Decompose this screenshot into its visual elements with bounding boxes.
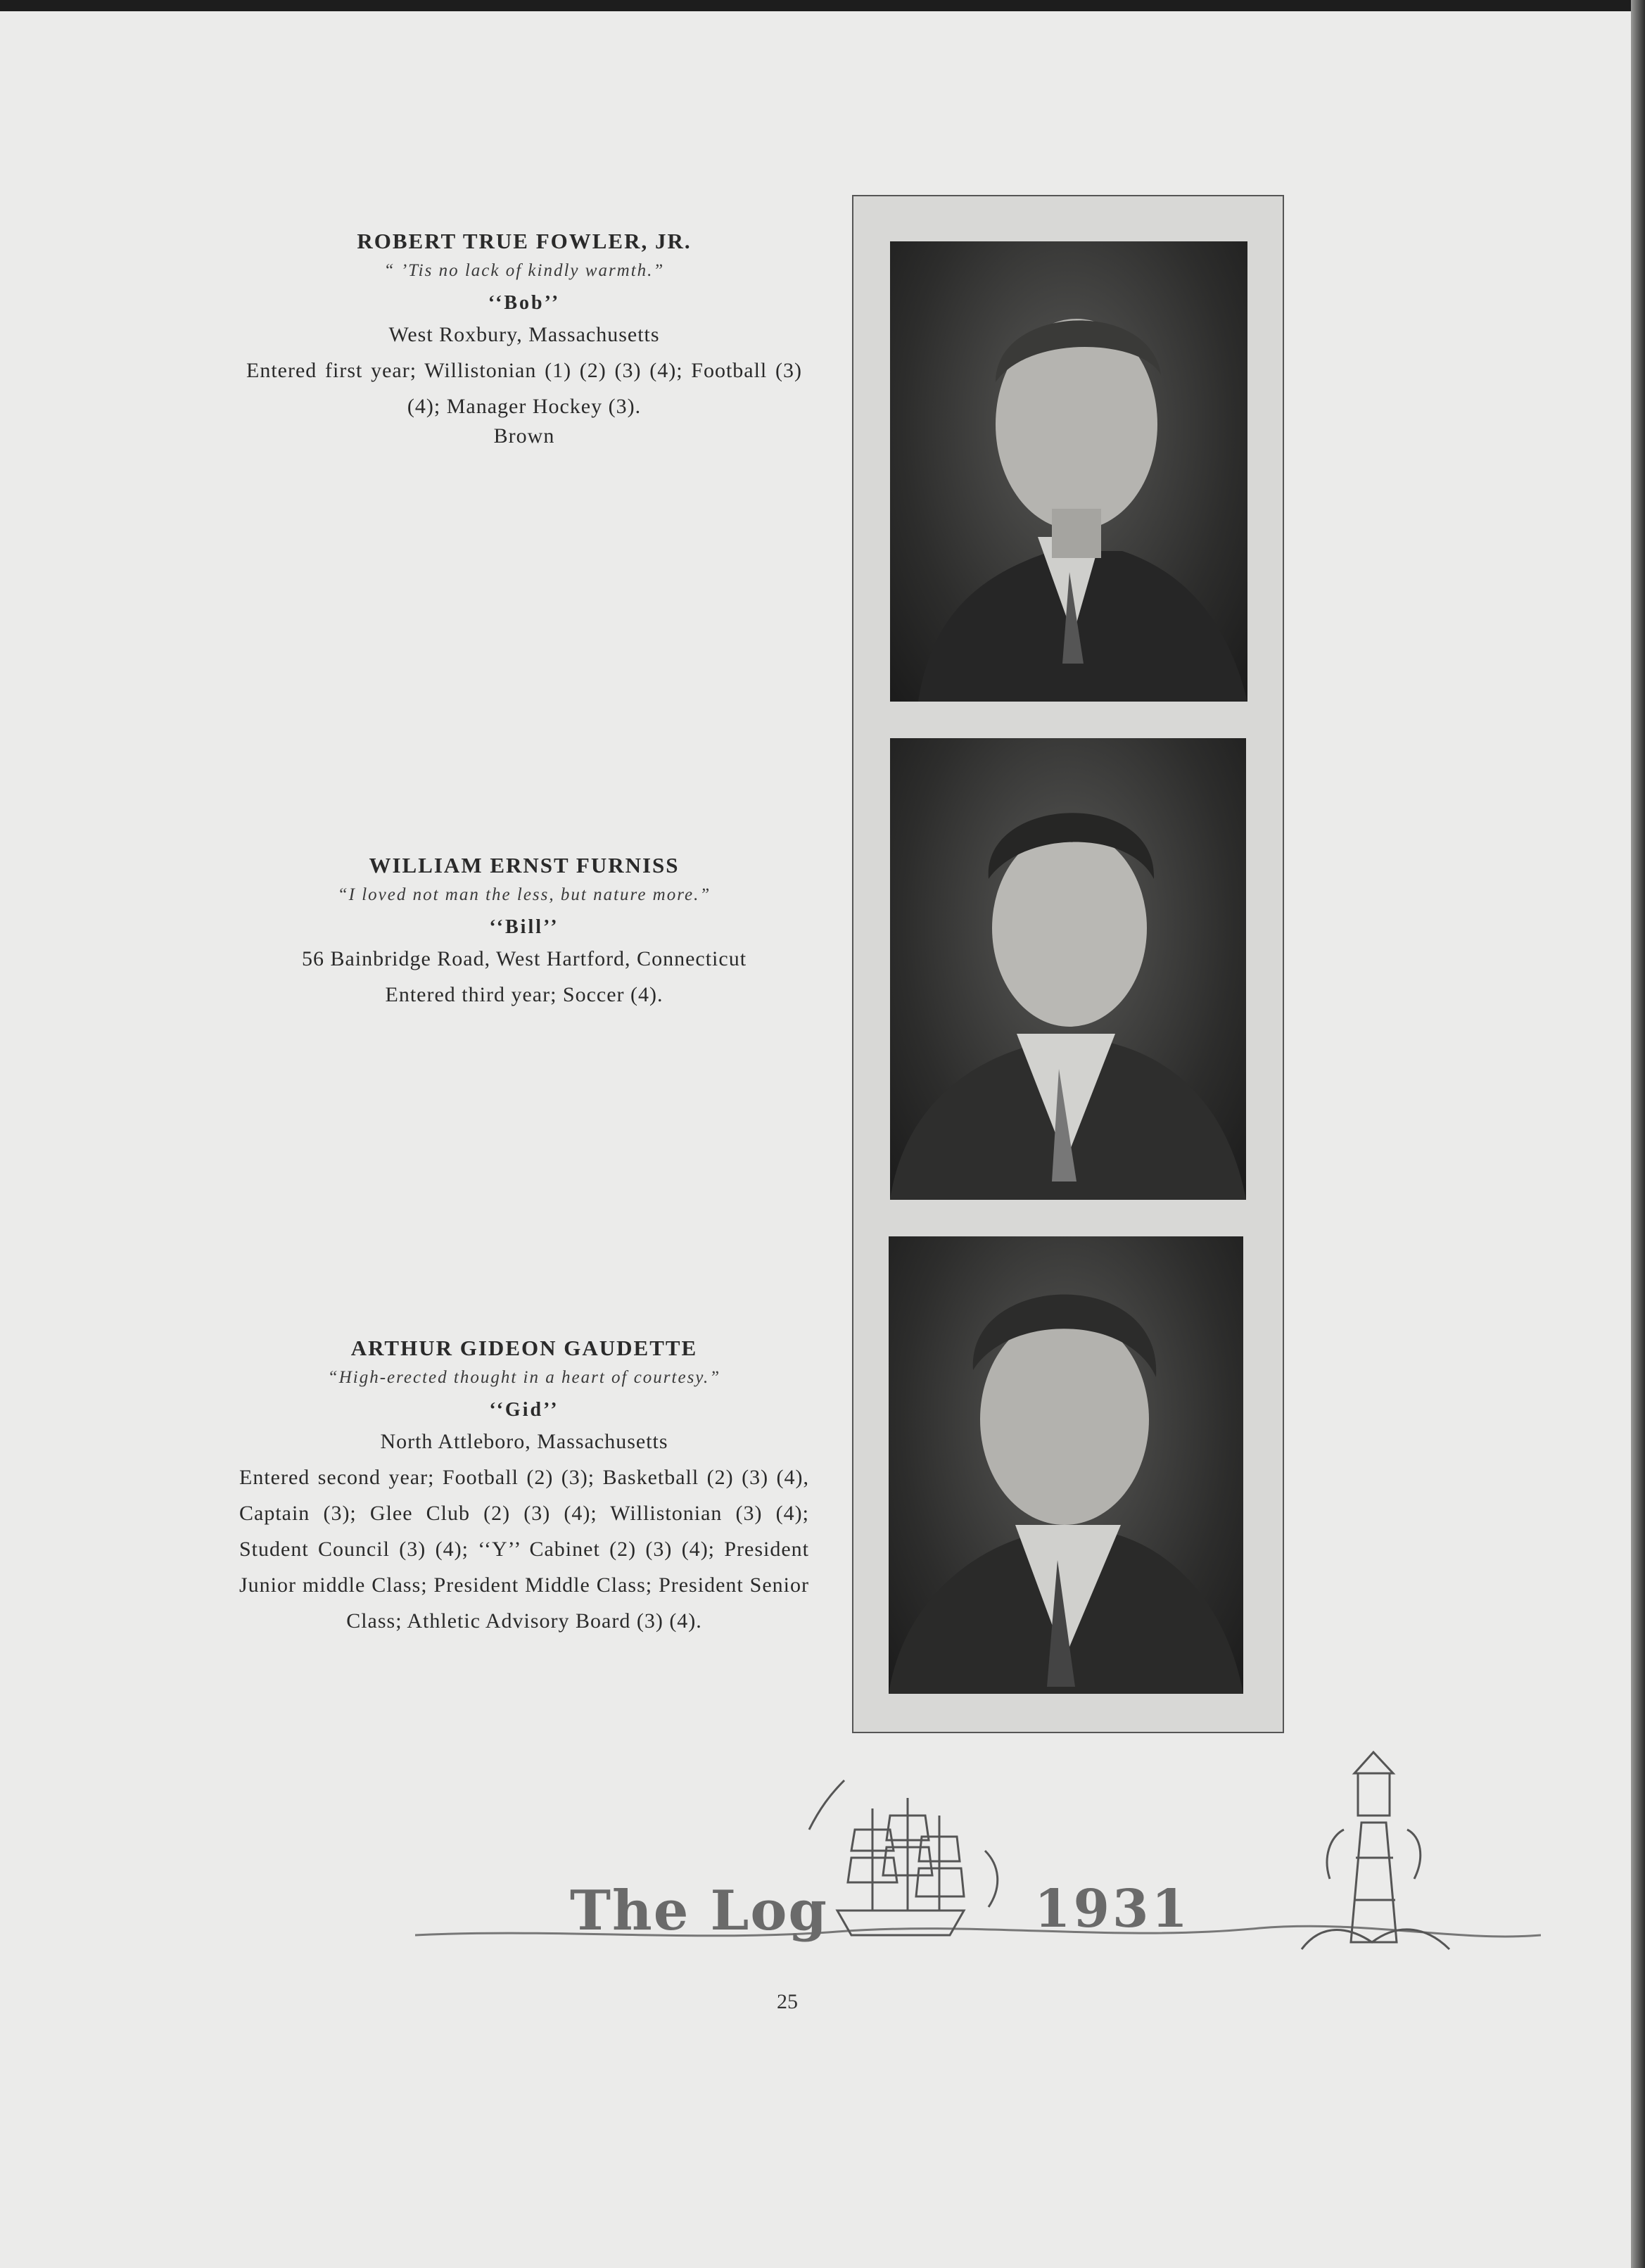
student-hometown: 56 Bainbridge Road, West Hartford, Connecticut	[301, 947, 747, 970]
page-number: 25	[777, 1990, 798, 2013]
student-nickname: ‘‘Bob’’	[488, 292, 561, 314]
student-record: Entered first year; Willistonian (1) (2) (3) (4); Football (3) (4); Manager Hockey (3).	[246, 359, 802, 418]
student-record: Entered third year; Soccer (4).	[385, 983, 663, 1006]
senior-entry-gaudette	[239, 1336, 809, 1639]
lighthouse-illustration-icon	[1302, 1752, 1449, 1949]
student-college: Brown	[493, 424, 555, 448]
footer-banner	[415, 1731, 1541, 2027]
portrait-photo-gaudette	[889, 1236, 1243, 1694]
senior-entry-fowler	[239, 229, 809, 448]
student-nickname: ‘‘Gid’’	[489, 1399, 559, 1421]
ship-illustration-icon	[809, 1780, 998, 1935]
portrait-photo-furniss	[890, 738, 1246, 1200]
student-name: ARTHUR GIDEON GAUDETTE	[350, 1336, 698, 1360]
student-quote: “I loved not man the less, but nature more.”	[337, 885, 711, 904]
student-quote: “ ’Tis no lack of kindly warmth.”	[383, 261, 665, 280]
portrait-strip	[852, 195, 1284, 1733]
footer-title: The Log	[570, 1879, 828, 1943]
student-quote: “High-erected thought in a heart of courtesy.”	[327, 1368, 721, 1387]
page-edge	[1631, 0, 1645, 2268]
portrait-photo-fowler	[890, 241, 1247, 702]
student-hometown: West Roxbury, Massachusetts	[388, 323, 660, 346]
senior-entry-furniss	[239, 853, 809, 1013]
student-nickname: ‘‘Bill’’	[489, 916, 559, 938]
student-record: Entered second year; Football (2) (3); Basketball (2) (3) (4), Captain (3); Glee Club (2) (3) (4); Willistonian (3) (4); Student Council (3) (4); ‘‘Y’’ Cabinet (2) (3) (4); President Junior middle Class; President Middle Class; President Senior Class; Athletic Advisory Board (3) (4).	[239, 1466, 809, 1633]
footer-year: 1931	[1034, 1879, 1190, 1939]
student-name: WILLIAM ERNST FURNISS	[369, 853, 680, 878]
student-hometown: North Attleboro, Massachusetts	[380, 1430, 668, 1453]
student-name: ROBERT TRUE FOWLER, JR.	[357, 229, 692, 253]
